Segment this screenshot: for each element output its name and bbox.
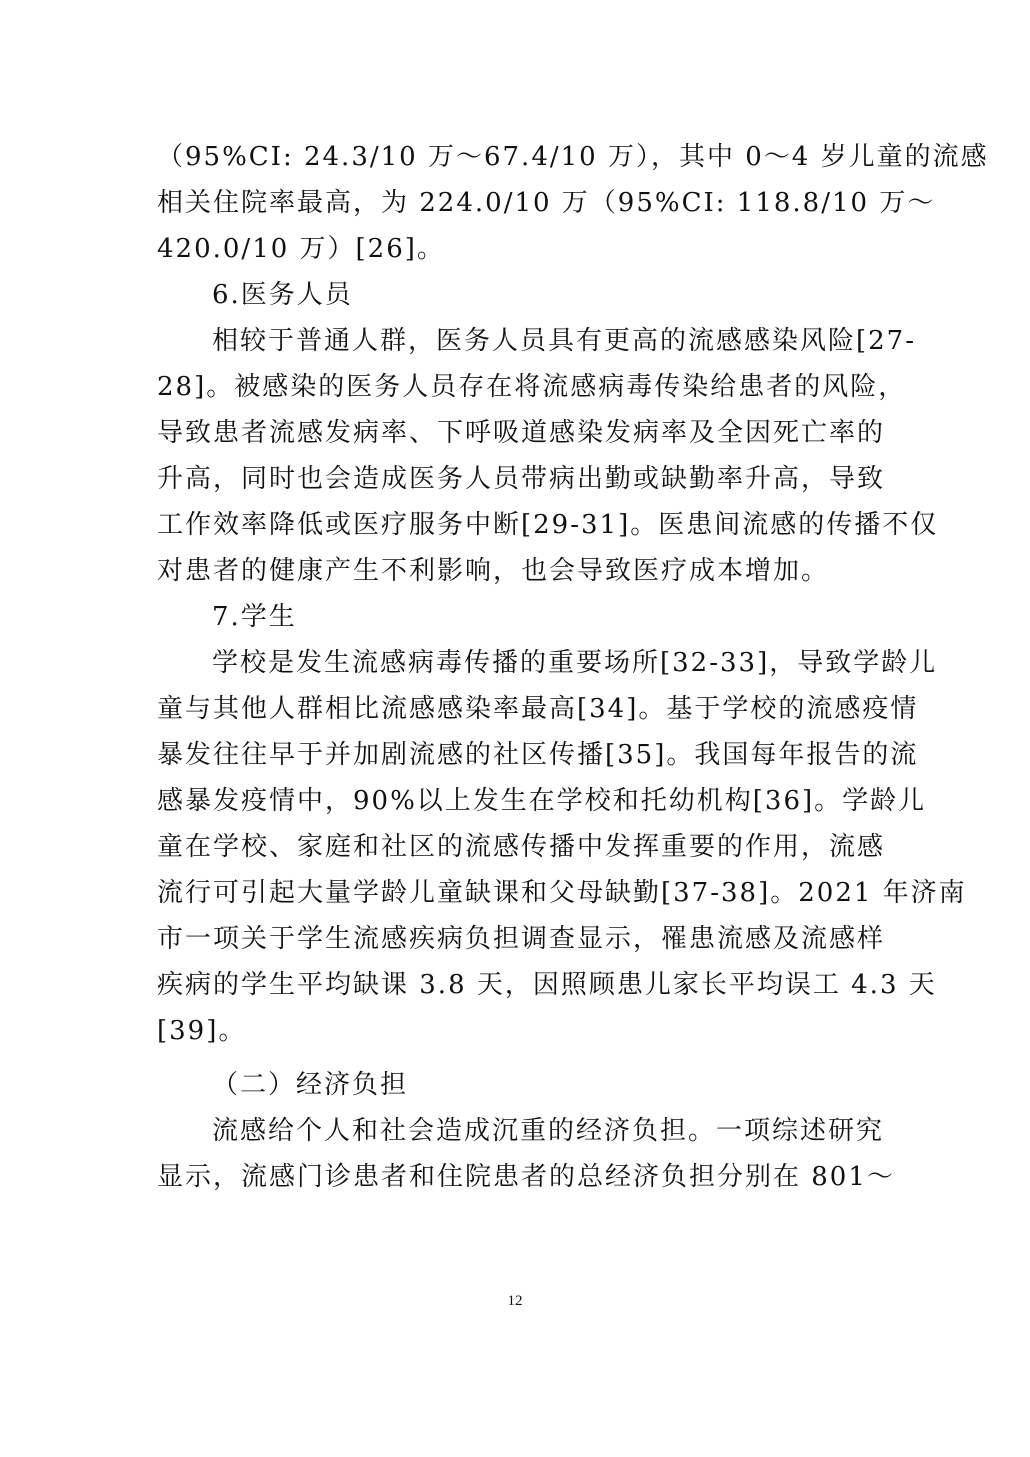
paragraph-line: 导致患者流感发病率、下呼吸道感染发病率及全因死亡率的 xyxy=(157,418,886,448)
paragraph-line: 相较于普通人群，医务人员具有更高的流感感染风险[27- xyxy=(212,326,917,356)
paragraph-line: 显示，流感门诊患者和住院患者的总经济负担分别在 801～ xyxy=(157,1162,895,1192)
paragraph-line: 28]。被感染的医务人员存在将流感病毒传染给患者的风险， xyxy=(157,372,907,402)
paragraph-line: 对患者的健康产生不利影响，也会导致医疗成本增加。 xyxy=(157,556,830,586)
section-heading-healthcare-workers: 6.医务人员 xyxy=(212,280,353,310)
paragraph-line: 流行可引起大量学龄儿童缺课和父母缺勤[37-38]。2021 年济南 xyxy=(157,878,967,908)
paragraph-line: （95%CI: 24.3/10 万～67.4/10 万），其中 0～4 岁儿童的流感 xyxy=(157,142,989,172)
paragraph-line: 感暴发疫情中，90%以上发生在学校和托幼机构[36]。学龄儿 xyxy=(157,786,927,816)
paragraph-line: 童与其他人群相比流感感染率最高[34]。基于学校的流感疫情 xyxy=(157,694,919,724)
paragraph-line: 流感给个人和社会造成沉重的经济负担。一项综述研究 xyxy=(212,1116,885,1146)
paragraph-line: 童在学校、家庭和社区的流感传播中发挥重要的作用，流感 xyxy=(157,832,886,862)
paragraph-line: 学校是发生流感病毒传播的重要场所[32-33]，导致学龄儿 xyxy=(212,648,938,678)
document-body xyxy=(157,134,989,1200)
page-number: 12 xyxy=(507,1293,523,1309)
paragraph-line: 工作效率降低或医疗服务中断[29-31]。医患间流感的传播不仅 xyxy=(157,510,939,540)
paragraph-line: 市一项关于学生流感疾病负担调查显示，罹患流感及流感样 xyxy=(157,924,886,954)
paragraph-line: [39]。 xyxy=(157,1016,247,1046)
paragraph-line: 暴发往往早于并加剧流感的社区传播[35]。我国每年报告的流 xyxy=(157,740,919,770)
section-heading-students: 7.学生 xyxy=(212,602,297,632)
paragraph-line: 疾病的学生平均缺课 3.8 天，因照顾患儿家长平均误工 4.3 天 xyxy=(157,970,937,1000)
paragraph-line: 升高，同时也会造成医务人员带病出勤或缺勤率升高，导致 xyxy=(157,464,886,494)
paragraph-line: 相关住院率最高，为 224.0/10 万（95%CI: 118.8/10 万～ xyxy=(157,188,936,218)
paragraph-line: 420.0/10 万）[26]。 xyxy=(157,234,445,264)
section-heading-economic-burden: （二）经济负担 xyxy=(212,1070,409,1100)
